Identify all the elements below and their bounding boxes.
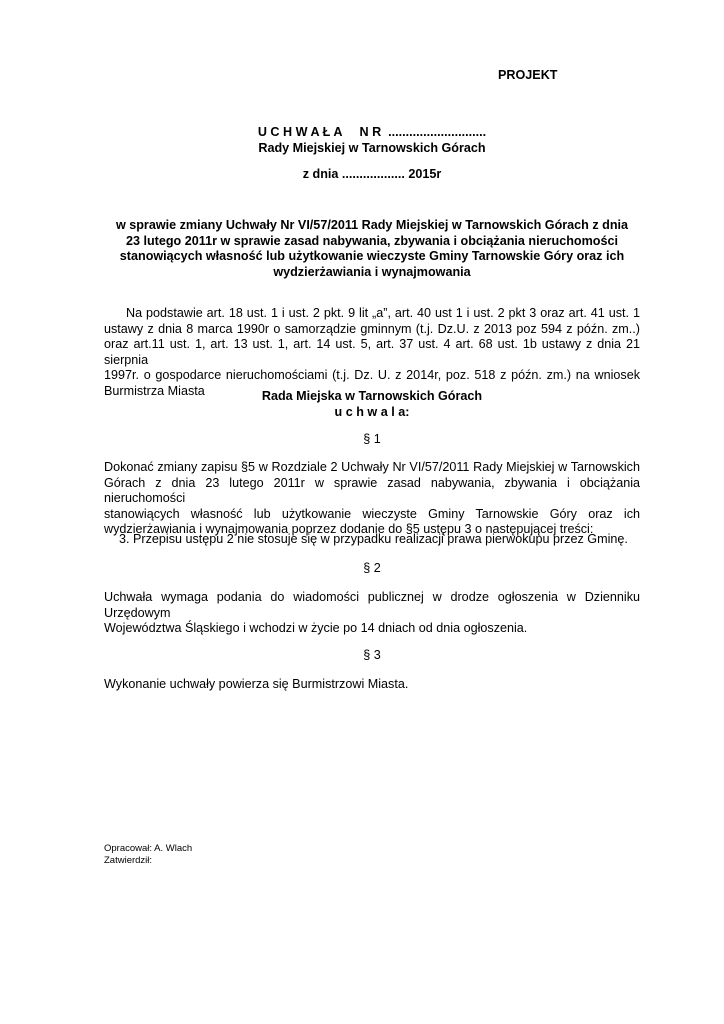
section-2-text bbox=[104, 590, 640, 637]
resolution-title bbox=[104, 125, 640, 156]
resolution-date: z dnia .................. 2015r bbox=[302, 167, 442, 181]
subject-line: stanowiących własność lub użytkowanie wieczyste Gminy Tarnowskie Góry oraz ich bbox=[119, 249, 625, 263]
preamble-line: 1997r. o gospodarce nieruchomościami (t.j. Dz. U. z 2014r, poz. 518 z późn. zm.) na wniosek bbox=[104, 368, 640, 382]
section-1-item: 3. Przepisu ustępu 2 nie stosuje się w przypadku realizacji prawa pierwokupu przez Gminę. bbox=[119, 532, 628, 546]
council-heading: Rada Miejska w Tarnowskich Górach bbox=[261, 389, 483, 403]
council-name-line: Rady Miejskiej w Tarnowskich Górach bbox=[258, 140, 486, 155]
section-1-heading: § 1 bbox=[363, 432, 381, 446]
section-1-line: wydzierżawiania i wynajmowania poprzez dodanie do §5 ustępu 3 o następującej treści: bbox=[104, 522, 594, 536]
preamble-line: oraz art.11 ust. 1, art. 13 ust. 1, art. 14 ust. 5, art. 37 ust. 4 art. 68 ust. 1b ustawy z dnia 21 sierpnia bbox=[104, 337, 640, 367]
preamble-line: Na podstawie art. 18 ust. 1 i ust. 2 pkt. 9 lit „a”, art. 40 ust 1 i ust. 2 pkt 3 oraz art. 41 ust. 1 bbox=[126, 306, 640, 320]
approved-by: Zatwierdził: bbox=[104, 854, 153, 866]
section-2-line: Województwa Śląskiego i wchodzi w życie po 14 dniach od dnia ogłoszenia. bbox=[104, 621, 528, 635]
section-1-line: Górach z dnia 23 lutego 2011r w sprawie zasad nabywania, zbywania i obciążania nieruchomości bbox=[104, 475, 640, 505]
document-footer bbox=[104, 843, 192, 866]
council-resolves bbox=[104, 389, 640, 420]
section-2-line: Uchwała wymaga podania do wiadomości publicznej w drodze ogłoszenia w Dzienniku Urzędowym bbox=[104, 590, 640, 620]
subject-line: 23 lutego 2011r w sprawie zasad nabywania, zbywania i obciążania nieruchomości bbox=[125, 233, 619, 248]
section-2-heading: § 2 bbox=[363, 561, 381, 575]
section-3-text: Wykonanie uchwały powierza się Burmistrzowi Miasta. bbox=[104, 677, 409, 691]
section-3-heading: § 3 bbox=[363, 648, 381, 662]
section-1-line: stanowiących własność lub użytkowanie wieczyste Gminy Tarnowskie Góry oraz ich bbox=[104, 506, 640, 521]
resolves-heading: u c h w a l a: bbox=[334, 404, 410, 419]
resolution-number-line: U C H W A Ł A N R ............................ bbox=[257, 125, 487, 139]
prepared-by: Opracował: A. Wlach bbox=[104, 843, 193, 854]
section-1-text bbox=[104, 460, 640, 538]
preamble-line: ustawy z dnia 8 marca 1990r o samorządzie gminnym (t.j. Dz.U. z 2013 poz 594 z późn. zm..) bbox=[104, 321, 640, 336]
project-label: PROJEKT bbox=[498, 68, 558, 82]
subject-line: wydzierżawiania i wynajmowania bbox=[273, 264, 471, 279]
subject-line: w sprawie zmiany Uchwały Nr VI/57/2011 Rady Miejskiej w Tarnowskich Górach z dnia bbox=[115, 218, 629, 232]
preamble bbox=[104, 306, 640, 399]
preamble-line: Burmistrza Miasta bbox=[104, 383, 205, 398]
resolution-subject bbox=[104, 218, 640, 280]
section-1-line: Dokonać zmiany zapisu §5 w Rozdziale 2 Uchwały Nr VI/57/2011 Rady Miejskiej w Tarnowskich bbox=[104, 460, 640, 474]
